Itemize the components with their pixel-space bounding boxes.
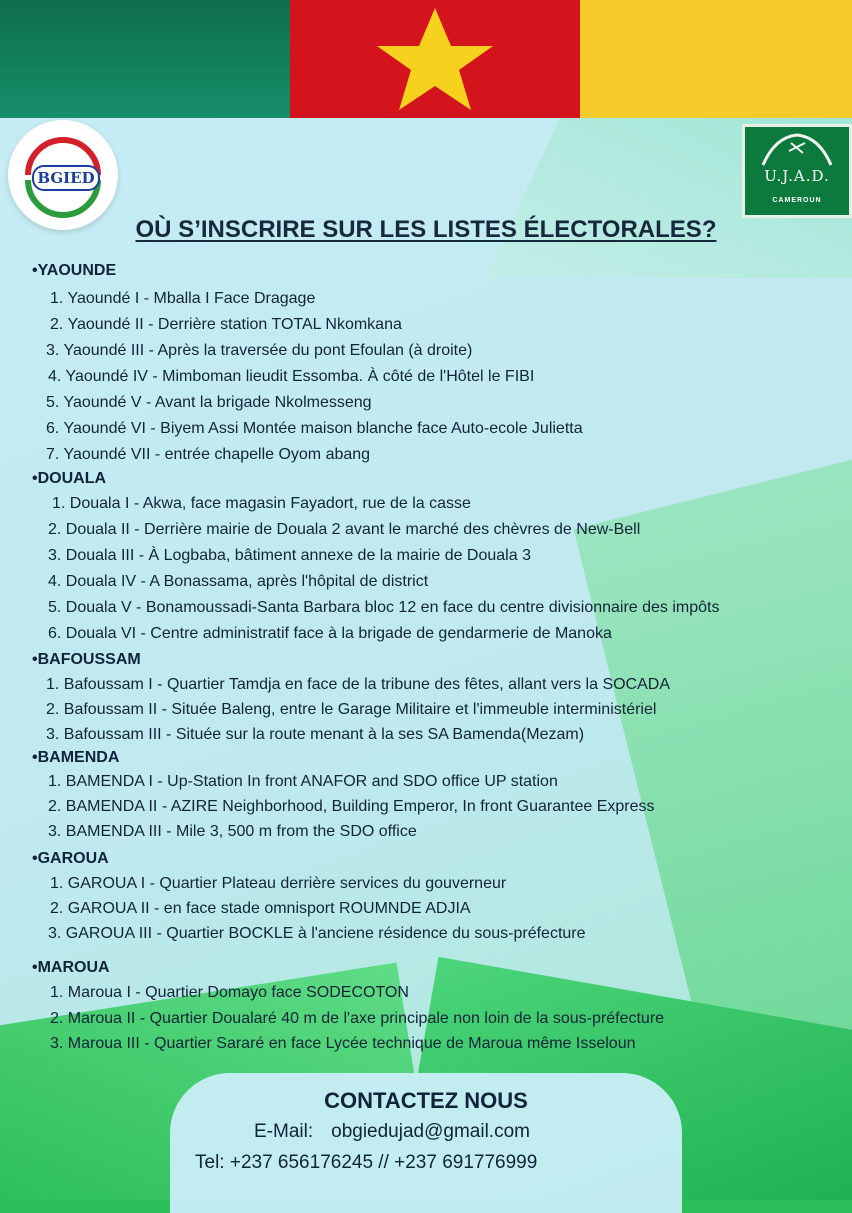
- region-title-maroua: •MAROUA: [32, 959, 110, 976]
- contact-title: CONTACTEZ NOUS: [324, 1088, 528, 1113]
- list-item: 3. Douala III - À Logbaba, bâtiment annexe de la mairie de Douala 3: [48, 547, 531, 564]
- list-item: 6. Douala VI - Centre administratif face à la brigade de gendarmerie de Manoka: [48, 625, 612, 642]
- page-title: OÙ S’INSCRIRE SUR LES LISTES ÉLECTORALES?: [135, 216, 717, 243]
- list-item: 2. Bafoussam II - Située Baleng, entre le Garage Militaire et l'immeuble interministériel: [46, 701, 657, 718]
- list-item: 3. Maroua III - Quartier Sararé en face Lycée technique de Maroua même Isseloun: [50, 1035, 636, 1052]
- ujad-logo-country: CAMEROUN: [772, 197, 822, 204]
- email-label: E-Mail:: [254, 1121, 314, 1142]
- email-link[interactable]: obgiedujad@gmail.com: [331, 1121, 530, 1142]
- list-item: 1. Douala I - Akwa, face magasin Fayadort, rue de la casse: [52, 495, 471, 512]
- list-item: 1. BAMENDA I - Up-Station In front ANAFOR and SDO office UP station: [48, 773, 558, 790]
- list-item: 1. Maroua I - Quartier Domayo face SODECOTON: [50, 984, 409, 1001]
- region-title-garoua: •GAROUA: [32, 850, 109, 867]
- list-item: 4. Douala IV - A Bonassama, après l'hôpital de district: [48, 573, 429, 590]
- list-item: 1. GAROUA I - Quartier Plateau derrière services du gouverneur: [50, 875, 507, 892]
- region-title-bamenda: •BAMENDA: [32, 749, 120, 766]
- list-item: 4. Yaoundé IV - Mimboman lieudit Essomba. À côté de l'Hôtel le FIBI: [48, 368, 535, 385]
- list-item: 5. Yaoundé V - Avant la brigade Nkolmesseng: [46, 394, 372, 411]
- list-item: 2. GAROUA II - en face stade omnisport ROUMNDE ADJIA: [50, 900, 471, 917]
- list-item: 1. Yaoundé I - Mballa I Face Dragage: [50, 290, 316, 307]
- list-item: 3. Yaoundé III - Après la traversée du pont Efoulan (à droite): [46, 342, 473, 359]
- region-title-douala: •DOUALA: [32, 470, 107, 487]
- list-item: 2. BAMENDA II - AZIRE Neighborhood, Building Emperor, In front Guarantee Express: [48, 798, 655, 815]
- contact-email-line: [254, 1121, 530, 1143]
- region-title-bafoussam: •BAFOUSSAM: [32, 651, 141, 668]
- list-item: 1. Bafoussam I - Quartier Tamdja en face de la tribune des fêtes, allant vers la SOCADA: [46, 676, 671, 693]
- list-item: 7. Yaoundé VII - entrée chapelle Oyom abang: [46, 446, 371, 463]
- list-item: 2. Maroua II - Quartier Doualaré 40 m de l'axe principale non loin de la sous-préfecture: [50, 1010, 665, 1027]
- list-item: 2. Douala II - Derrière mairie de Douala 2 avant le marché des chèvres de New-Bell: [48, 521, 641, 538]
- region-title-yaounde: •YAOUNDE: [32, 262, 117, 279]
- contact-phone[interactable]: Tel: +237 656176245 // +237 691776999: [195, 1152, 538, 1173]
- list-item: 3. GAROUA III - Quartier BOCKLE à l'anciene résidence du sous-préfecture: [48, 925, 586, 942]
- list-item: 3. Bafoussam III - Située sur la route menant à la ses SA Bamenda(Mezam): [46, 726, 585, 743]
- list-item: 3. BAMENDA III - Mile 3, 500 m from the SDO office: [48, 823, 417, 840]
- list-item: 5. Douala V - Bonamoussadi-Santa Barbara bloc 12 en face du centre divisionnaire des impôts: [48, 599, 720, 616]
- bgied-logo-text: BGIED: [32, 165, 100, 191]
- list-item: 6. Yaoundé VI - Biyem Assi Montée maison blanche face Auto-ecole Julietta: [46, 420, 583, 437]
- ujad-logo-text: U.J.A.D.: [764, 167, 830, 185]
- list-item: 2. Yaoundé II - Derrière station TOTAL Nkomkana: [50, 316, 402, 333]
